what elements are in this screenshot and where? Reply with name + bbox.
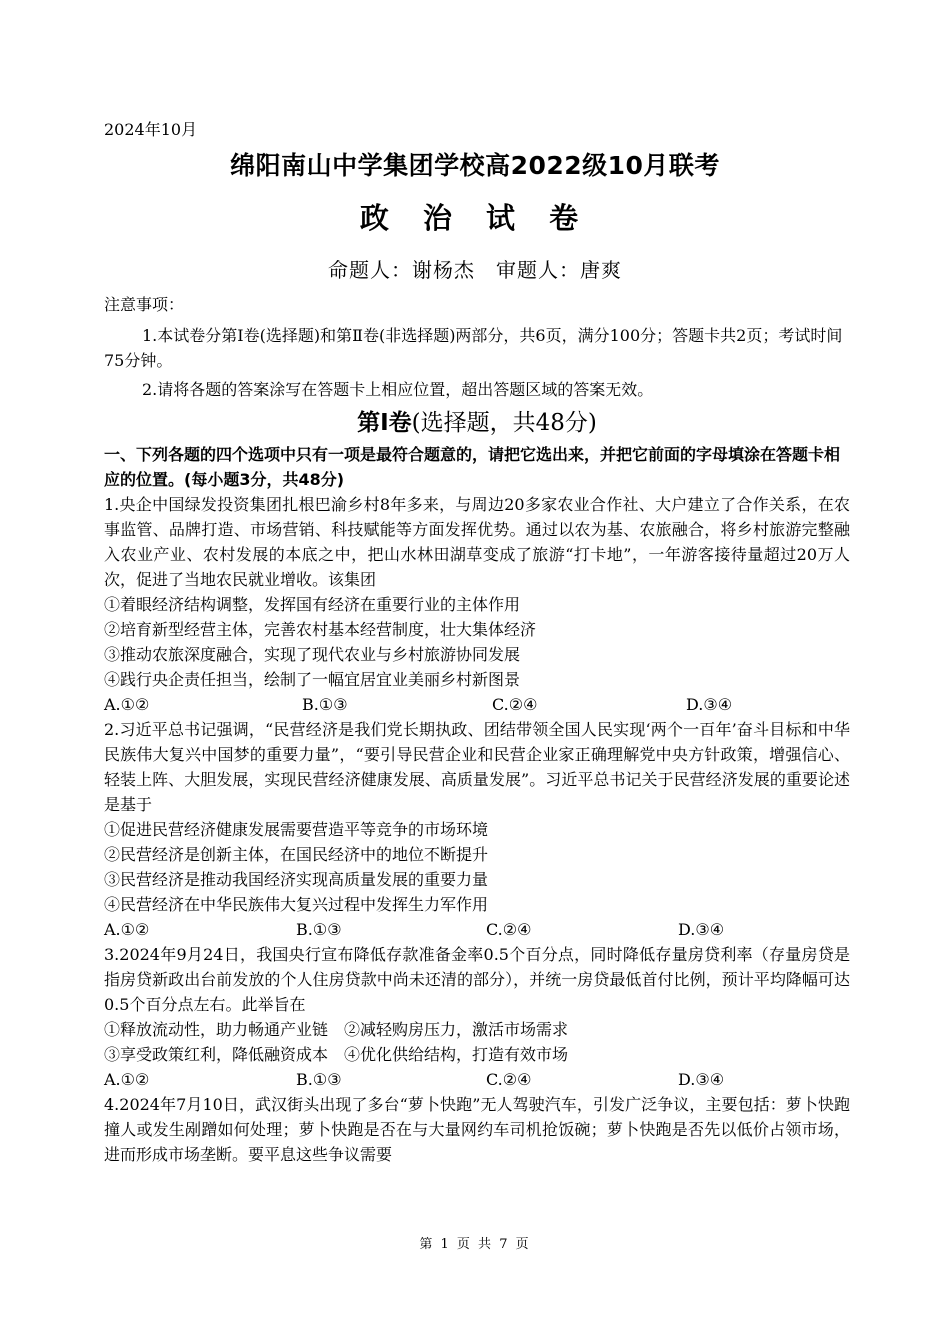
question-1-answers — [104, 692, 850, 717]
question-3-option: ④优化供给结构，打造有效市场 — [344, 1045, 569, 1064]
question-2-stem: 2.习近平总书记强调，“民营经济是我们党长期执政、团结带领全国人民实现‘两个一百年’奋斗目标和中华民族伟大复兴中国梦的重要力量”，“要引导民营企业和民营企业家正确理解党中央方针政策，增强信心、轻装上阵、大胆发展，实现民营经济健康发展、高质量发展”。习近平总书记关于民营经济发展的重要论述是基于 — [104, 720, 850, 814]
question-3-option-row — [104, 1017, 850, 1042]
question-3-option: ③享受政策红利，降低融资成本 — [104, 1045, 329, 1064]
question-1-option: ③推动农旅深度融合，实现了现代农业与乡村旅游协同发展 — [104, 645, 521, 664]
question-2-option: ④民营经济在中华民族伟大复兴过程中发挥生力军作用 — [104, 895, 489, 914]
answer-choice-b: B.①③ — [296, 920, 342, 939]
question-2-answers — [104, 917, 850, 942]
question-1-option: ①着眼经济结构调整，发挥国有经济在重要行业的主体作用 — [104, 595, 521, 614]
answer-choice-c: C.②④ — [492, 695, 538, 714]
question-1-stem: 1.央企中国绿发投资集团扎根巴渝乡村8年多来，与周边20多家农业合作社、大户建立了合作关系，在农事监管、品牌打造、市场营销、科技赋能等方面发挥优势。通过以农为基、农旅融合，将乡村旅游完整融入农业产业、农村发展的本底之中，把山水林田湖草变成了旅游“打卡地”，一年游客接待量超过20万人次，促进了当地农民就业增收。该集团 — [104, 495, 850, 589]
question-3-option: ②减轻购房压力，激活市场需求 — [344, 1020, 569, 1039]
question-3-answers — [104, 1067, 850, 1092]
section-title — [104, 411, 850, 436]
question-3-stem: 3.2024年9月24日，我国央行宣布降低存款准备金率0.5个百分点，同时降低存量房贷利率（存量房贷是指房贷新政出台前发放的个人住房贷款中尚未还清的部分），并统一房贷最低首付比例，预计平均降幅可达0.5个百分点左右。此举旨在 — [104, 945, 850, 1014]
question-1-option: ④践行央企责任担当，绘制了一幅宜居宜业美丽乡村新图景 — [104, 670, 521, 689]
answer-choice-c: C.②④ — [486, 1070, 532, 1089]
question-4-stem: 4.2024年7月10日，武汉街头出现了多台“萝卜快跑”无人驾驶汽车，引发广泛争议，主要包括：萝卜快跑撞人或发生剐蹭如何处理；萝卜快跑是否在与大量网约车司机抢饭碗；萝卜快跑是否先以低价占领市场，进而形成市场垄断。要平息这些争议需要 — [104, 1095, 850, 1164]
question-2-option: ①促进民营经济健康发展需要营造平等竞争的市场环境 — [104, 820, 489, 839]
answer-choice-a: A.①② — [104, 920, 150, 939]
notes-heading: 注意事项： — [104, 295, 185, 314]
page-footer: 第 1 页 共 7 页 — [419, 1237, 531, 1252]
answer-choice-a: A.①② — [104, 1070, 150, 1089]
question-1-option: ②培育新型经营主体，完善农村基本经营制度，壮大集体经济 — [104, 620, 537, 639]
answer-choice-d: D.③④ — [678, 1070, 725, 1089]
question-2-option: ②民营经济是创新主体，在国民经济中的地位不断提升 — [104, 845, 489, 864]
section-instruction: 一、下列各题的四个选项中只有一项是最符合题意的，请把它选出来，并把它前面的字母填涂在答题卡相应的位置。(每小题3分，共48分) — [104, 445, 841, 489]
exam-authors: 命题人：谢杨杰 审题人：唐爽 — [328, 258, 622, 282]
question-3-option: ①释放流动性，助力畅通产业链 — [104, 1020, 329, 1039]
answer-choice-b: B.①③ — [296, 1070, 342, 1089]
answer-choice-b: B.①③ — [302, 695, 348, 714]
answer-choice-d: D.③④ — [686, 695, 733, 714]
notes-item-1: 1.本试卷分第Ⅰ卷(选择题)和第Ⅱ卷(非选择题)两部分，共6页，满分100分；答题卡共2页；考试时间75分钟。 — [104, 326, 843, 370]
exam-title: 绵阳南山中学集团学校高2022级10月联考 — [230, 151, 720, 180]
exam-body — [104, 292, 850, 1167]
notes-item-2: 2.请将各题的答案涂写在答题卡上相应位置，超出答题区域的答案无效。 — [142, 380, 654, 399]
question-2-option: ③民营经济是推动我国经济实现高质量发展的重要力量 — [104, 870, 489, 889]
answer-choice-a: A.①② — [104, 695, 150, 714]
answer-choice-d: D.③④ — [678, 920, 725, 939]
section-title-rest: (选择题，共48分) — [411, 410, 597, 436]
exam-date: 2024年10月 — [104, 120, 198, 139]
question-3-option-row — [104, 1042, 850, 1067]
exam-subject-title: 政 治 试 卷 — [359, 201, 591, 235]
section-title-bold: 第Ⅰ卷 — [357, 410, 412, 436]
answer-choice-c: C.②④ — [486, 920, 532, 939]
